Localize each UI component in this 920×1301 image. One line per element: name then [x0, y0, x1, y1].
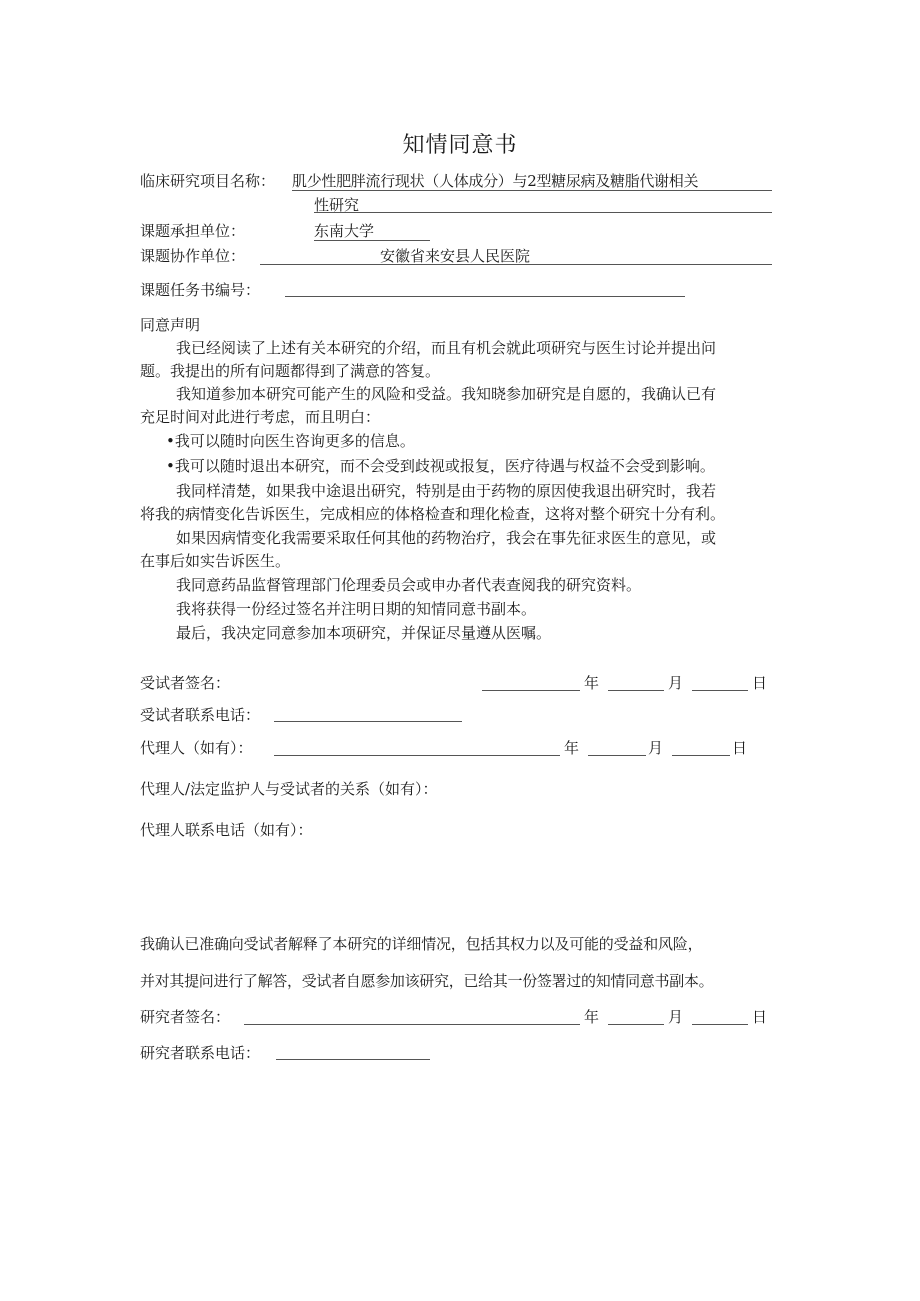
- month-label: 月: [668, 674, 684, 692]
- consent-paragraph: 将我的病情变化告诉医生，完成相应的体格检查和理化检查，这将对整个研究十分有利。: [140, 505, 726, 523]
- consent-paragraph: 我知道参加本研究可能产生的风险和受益。我知晓参加研究是自愿的，我确认已有: [176, 385, 717, 403]
- day-label: 日: [732, 739, 748, 757]
- cooperating-unit-underline: [260, 264, 772, 265]
- researcher-phone-label: 研究者联系电话：: [140, 1044, 261, 1062]
- year-label: 年: [584, 674, 600, 692]
- subject-signature-year-field[interactable]: [482, 690, 580, 691]
- researcher-signature-field[interactable]: [244, 1024, 580, 1025]
- project-name-underline-1: [292, 190, 772, 191]
- subject-signature-month-field[interactable]: [608, 690, 664, 691]
- agent-phone-label: 代理人联系电话（如有）：: [140, 821, 313, 839]
- project-name-value-line2: 性研究: [314, 196, 360, 214]
- day-label: 日: [752, 674, 768, 692]
- year-label: 年: [564, 739, 580, 757]
- consent-paragraph: 我同意药品监督管理部门伦理委员会或申办者代表查阅我的研究资料。: [176, 576, 642, 594]
- undertaking-unit-value: 东南大学: [314, 222, 375, 240]
- subject-signature-day-field[interactable]: [692, 690, 748, 691]
- task-number-label: 课题任务书编号：: [140, 281, 261, 299]
- consent-paragraph: 我同样清楚，如果我中途退出研究，特别是由于药物的原因使我退出研究时，我若: [176, 482, 717, 500]
- undertaking-unit-underline: [314, 240, 430, 241]
- year-label: 年: [584, 1008, 600, 1026]
- researcher-signature-label: 研究者签名：: [140, 1008, 231, 1026]
- undertaking-unit-label: 课题承担单位：: [140, 222, 246, 240]
- agent-relation-label: 代理人/法定监护人与受试者的关系（如有）：: [140, 780, 438, 798]
- consent-paragraph: 如果因病情变化我需要采取任何其他的药物治疗，我会在事先征求医生的意见，或: [176, 529, 717, 547]
- project-name-label: 临床研究项目名称：: [140, 172, 276, 190]
- day-label: 日: [752, 1008, 768, 1026]
- consent-bullet: •我可以随时向医生咨询更多的信息。: [166, 432, 415, 450]
- subject-phone-field[interactable]: [274, 721, 462, 722]
- subject-phone-label: 受试者联系电话：: [140, 706, 261, 724]
- researcher-statement-line2: 并对其提问进行了解答，受试者自愿参加该研究，已给其一份签署过的知情同意书副本。: [140, 972, 714, 990]
- consent-paragraph: 题。我提出的所有问题都得到了满意的答复。: [140, 362, 441, 380]
- consent-bullet: •我可以随时退出本研究，而不会受到歧视或报复，医疗待遇与权益不会受到影响。: [166, 457, 715, 475]
- page-title: 知情同意书: [402, 133, 518, 158]
- agent-month-field[interactable]: [588, 755, 646, 756]
- agent-label: 代理人（如有）：: [140, 739, 253, 757]
- consent-paragraph: 在事后如实告诉医生。: [140, 552, 291, 570]
- researcher-month-field[interactable]: [608, 1024, 664, 1025]
- project-name-underline-2: [314, 212, 772, 213]
- consent-paragraph: 我将获得一份经过签名并注明日期的知情同意书副本。: [176, 600, 537, 618]
- consent-paragraph: 充足时间对此进行考虑，而且明白：: [140, 408, 381, 426]
- subject-signature-label: 受试者签名：: [140, 674, 231, 692]
- researcher-day-field[interactable]: [692, 1024, 748, 1025]
- task-number-field[interactable]: [285, 296, 685, 297]
- consent-heading: 同意声明: [140, 316, 201, 334]
- project-name-value-line1: 肌少性肥胖流行现状（人体成分）与2型糖尿病及糖脂代谢相关: [292, 172, 699, 190]
- agent-signature-field[interactable]: [274, 755, 560, 756]
- month-label: 月: [668, 1008, 684, 1026]
- cooperating-unit-value: 安徽省来安县人民医院: [380, 247, 531, 265]
- researcher-phone-field[interactable]: [276, 1059, 430, 1060]
- consent-paragraph: 我已经阅读了上述有关本研究的介绍，而且有机会就此项研究与医生讨论并提出问: [176, 339, 717, 357]
- consent-paragraph: 最后，我决定同意参加本项研究，并保证尽量遵从医嘱。: [176, 624, 552, 642]
- month-label: 月: [648, 739, 664, 757]
- agent-day-field[interactable]: [672, 755, 730, 756]
- researcher-statement-line1: 我确认已准确向受试者解释了本研究的详细情况，包括其权力以及可能的受益和风险，: [140, 935, 703, 953]
- cooperating-unit-label: 课题协作单位：: [140, 247, 246, 265]
